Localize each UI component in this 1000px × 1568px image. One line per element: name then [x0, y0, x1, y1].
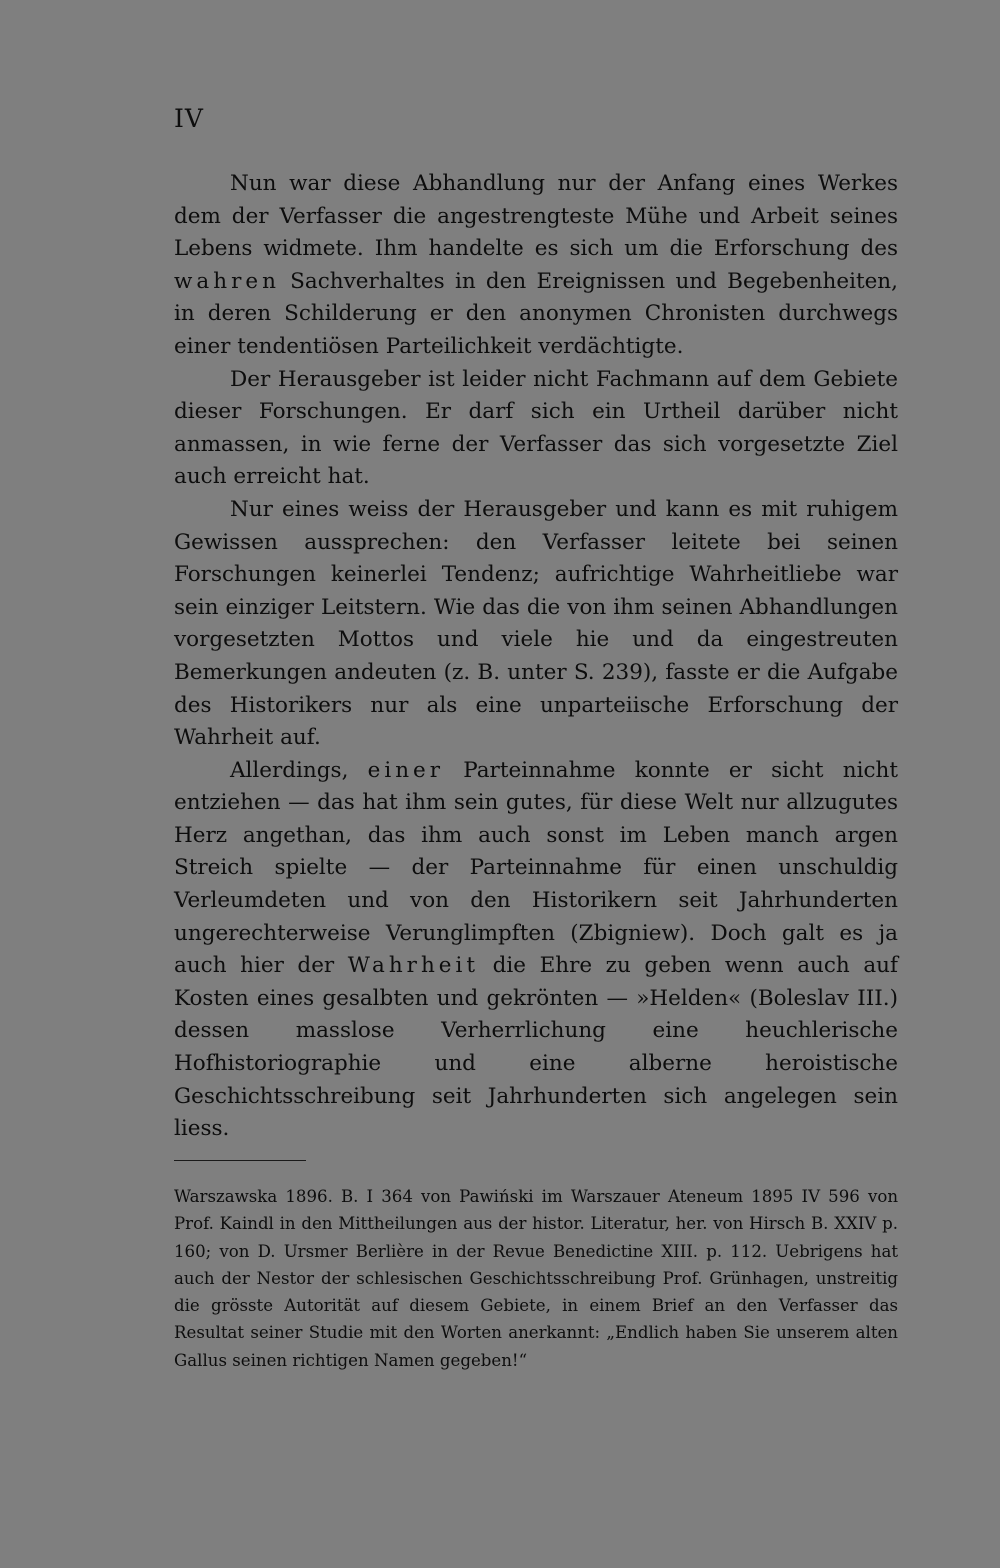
footnote-rule — [174, 1160, 306, 1161]
paragraph-2: Der Herausgeber ist leider nicht Fachmann auf dem Gebiete dieser Forschungen. Er darf sich ein Urtheil darüber nicht anmassen, in wie ferne der Verfasser das sich vorgesetzte Ziel auch erreicht hat. — [174, 366, 898, 490]
spaced-word-wahren: wahren — [174, 268, 280, 294]
spaced-word-wahrheit: Wahrheit — [347, 953, 480, 979]
paragraph-4-end: die Ehre zu geben wenn auch auf Kosten eines gesalbten und gekrönten — »Helden« (Boleslav III.) dessen masslose Verherrlichung eine heuchlerische Hofhistoriographie und eine alberne heroistische Geschichtsschreibung seit Jahrhunderten sich angelegen sein liess. — [174, 953, 898, 1142]
paragraph-4-start: Allerdings, — [230, 757, 349, 783]
paragraph-3: Nur eines weiss der Herausgeber und kann es mit ruhigem Gewissen aussprechen: den Verfasser leitete bei seinen Forschungen keinerlei Tendenz; aufrichtige Wahrheitliebe war sein einziger Leitstern. Wie das die von ihm seinen Abhandlungen vorgesetzten Mottos und viele hie und da eingestreuten Bemerkungen andeuten (z. B. unter S. 239), fasste er die Aufgabe des Historikers nur als eine unparteiische Erforschung der Wahrheit auf. — [174, 496, 898, 751]
footnote: Warszawska 1896. B. I 364 von Pawiński im Warszauer Ateneum 1895 IV 596 von Prof. Kaindl in den Mittheilungen aus der histor. Literatur, her. von Hirsch B. XXIV p. 160; von D. Ursmer Berlière in der Revue Benedictine XIII. p. 112. Uebrigens hat auch der Nestor der schlesischen Geschichtsschreibung Prof. Grünhagen, unstreitig die grösste Autorität auf diesem Gebiete, in einem Brief an den Verfasser das Resultat seiner Studie mit den Worten anerkannt: „Endlich haben Sie unserem alten Gallus seinen richtigen Namen gegeben!“ — [174, 1187, 898, 1370]
paragraph-4 — [174, 755, 898, 1146]
spaced-word-einer: einer — [367, 757, 445, 783]
paragraph-1-text: Nun war diese Abhandlung nur der Anfang eines Werkes dem der Verfasser die angestrengteste Mühe und Arbeit seines Lebens widmete. Ihm handelte es sich um die Erforschung des — [174, 171, 898, 262]
paragraph-4-mid: Parteinnahme konnte er sicht nicht entziehen — das hat ihm sein gutes, für diese Welt nur allzugutes Herz angethan, das ihm auch sonst im Leben manch argen Streich spielte — der Parteinnahme für einen unschuldig Verleumdeten und von den Historikern seit Jahrhunderten ungerechterweise Verunglimpften (Zbigniew). Doch galt es ja auch hier der — [174, 757, 898, 979]
paragraph-1 — [174, 168, 898, 364]
paragraph-1-rest: Sachverhaltes in den Ereignissen und Begebenheiten, in deren Schilderung er den anonymen Chronisten durchwegs einer tendentiösen Parteilichkeit verdächtigte. — [174, 268, 898, 359]
main-text — [174, 168, 898, 1146]
page-number: IV — [174, 104, 204, 133]
